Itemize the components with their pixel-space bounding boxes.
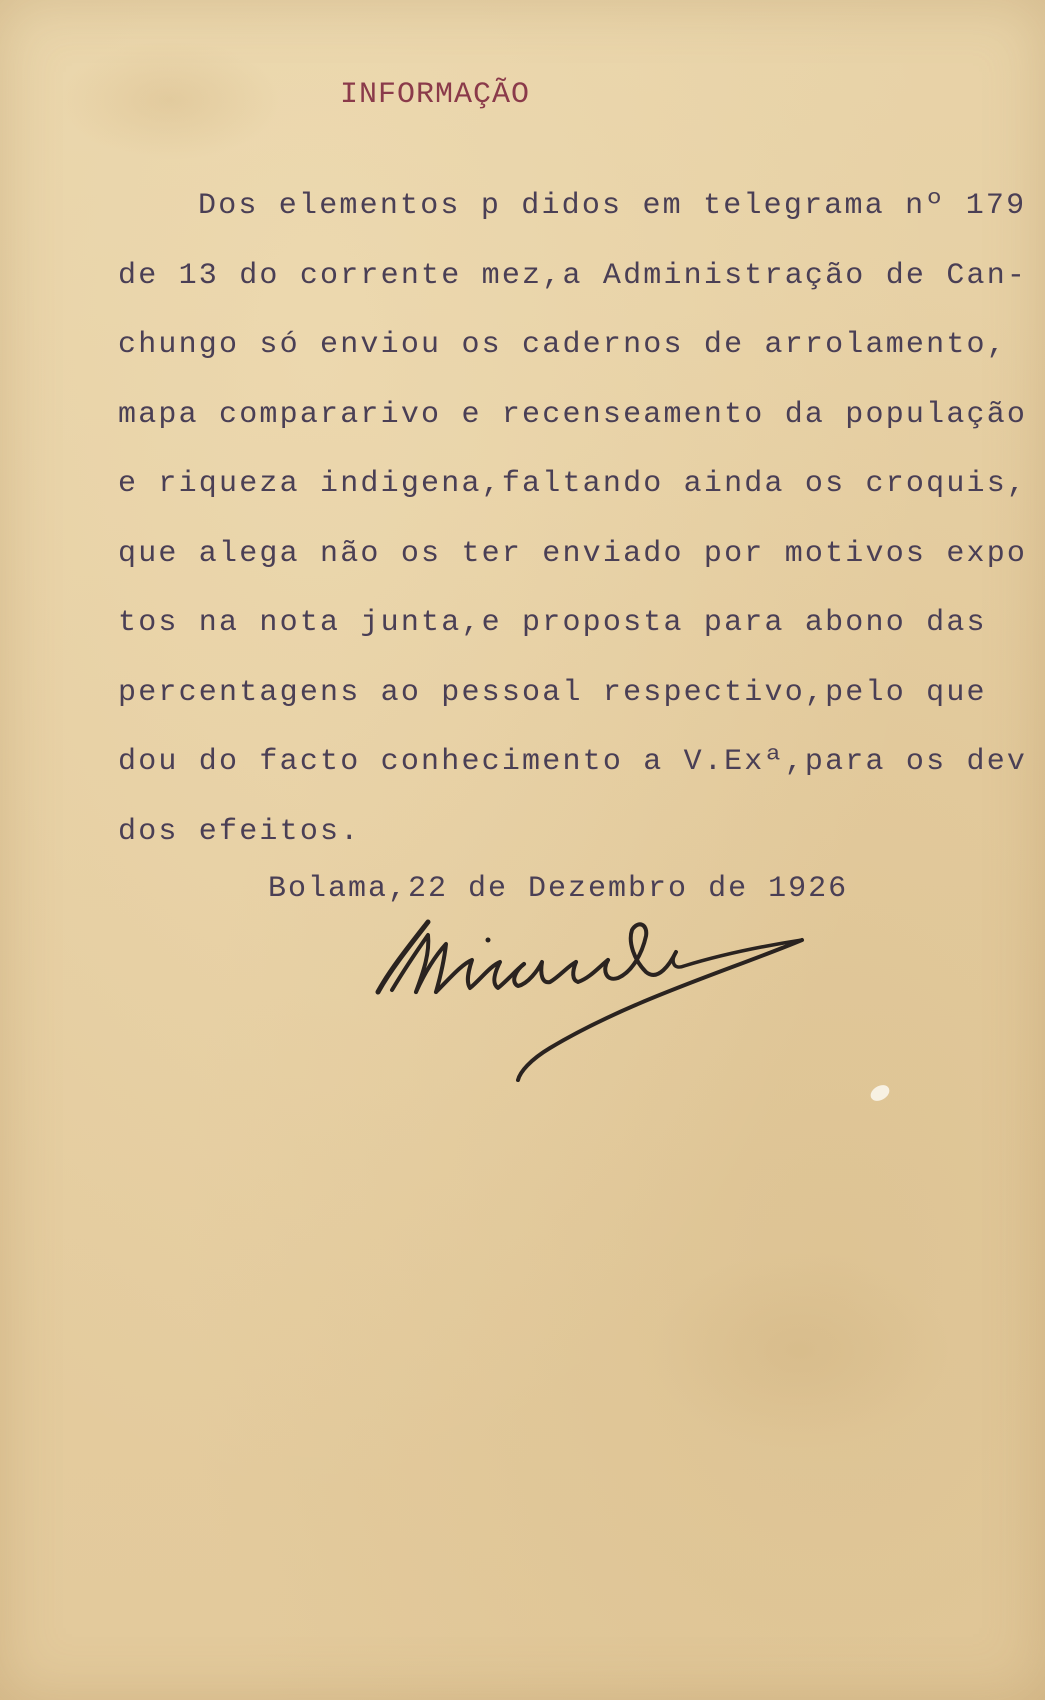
document-body [118,172,1045,867]
body-line: mapa compararivo e recenseamento da população [118,397,1028,432]
body-line: chungo só enviou os cadernos de arrolamento, [118,328,1007,362]
paper-stain [60,40,280,160]
paper-spot [868,1082,892,1104]
body-line: que alega não os ter enviado por motivos expo [118,536,1028,571]
body-line: tos na nota junta,e proposta para abono das [118,606,987,640]
place-and-date: Bolama,22 de Dezembro de 1926 [268,872,849,906]
paper-stain [650,1250,950,1450]
body-line: dou do facto conhecimento a V.Exª,para os dev [118,745,1028,779]
body-line: percentagens ao pessoal respectivo,pelo que [118,675,987,710]
body-line: e riqueza indigena,faltando ainda os croquis, [118,467,1028,501]
body-line: Dos elementos p didos em telegrama nº 179 [198,189,1027,223]
document-heading: INFORMAÇÃO [340,78,531,112]
body-line: de 13 do corrente mez,a Administração de Can- [118,258,1028,293]
handwritten-signature [370,900,840,1090]
body-line: dos efeitos. [118,814,361,849]
